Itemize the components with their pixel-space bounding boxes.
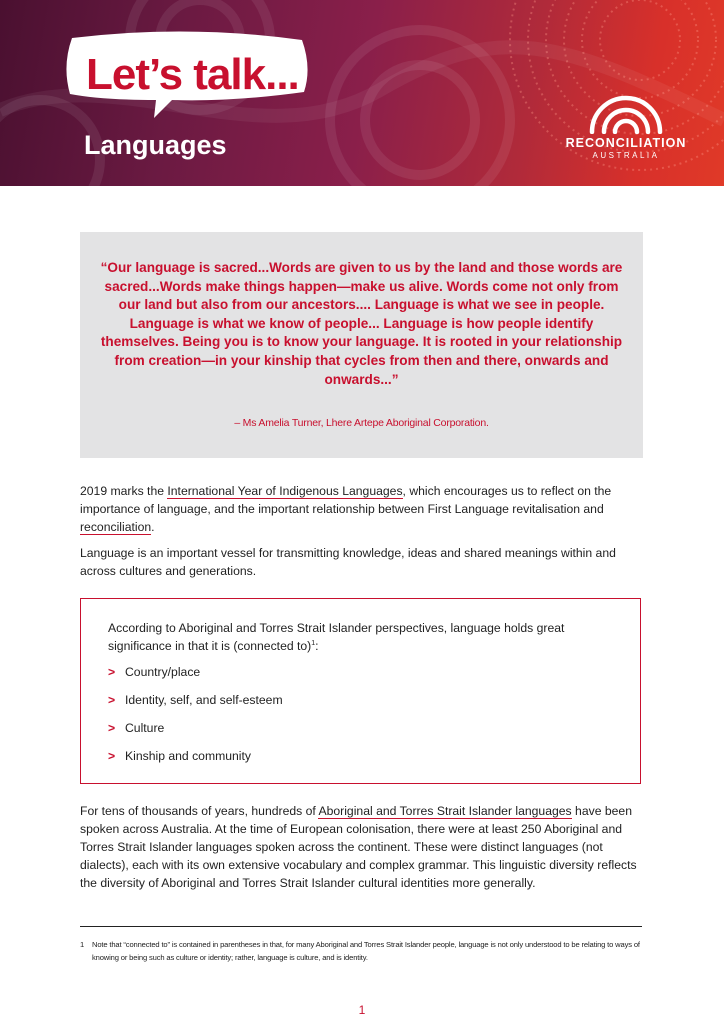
link-aboriginal-and-torres-strait-islander-languages[interactable]: Aboriginal and Torres Strait Islander languages: [318, 804, 572, 818]
intro-text-start: 2019 marks the: [80, 484, 168, 498]
logo-subtitle: AUSTRALIA: [592, 151, 660, 160]
quote-text: “Our language is sacred...Words are given to us by the land and those words are sacred...Words make things happen—make us alive. Words come not only from our land but also from our ancestors.... Language is what we see in people. Language is what we know of people... Language is how people identify themselves. Being you is to know your language. It is rooted in your relationship from creation—in your kinship that cycles from then and there, onwards and onwards...”: [100, 260, 623, 387]
intro-text-middle: , which encourages us to reflect on the importance of language, and the important relationship between First Language revitalisation and: [80, 484, 612, 516]
quote-attribution: – Ms Amelia Turner, Lhere Artepe Aboriginal Corporation.: [234, 417, 489, 429]
list-item-label: Country/place: [125, 665, 201, 679]
quote-box: [80, 232, 643, 458]
callout-intro: [108, 619, 618, 655]
chevron-right-icon: >: [108, 749, 116, 763]
list-item: [108, 691, 283, 719]
callout-intro-text: According to Aboriginal and Torres Strait Islander perspectives, language holds great significance in that it is (connected to): [108, 621, 565, 653]
intro-paragraph: [80, 482, 650, 536]
intro-text-end: .: [151, 520, 155, 534]
link-international-year-of-indigenous-languages[interactable]: International Year of Indigenous Languages: [167, 484, 403, 498]
list-item-label: Identity, self, and self-esteem: [125, 693, 283, 707]
footnote: [80, 938, 650, 964]
perspectives-callout-box: [80, 598, 641, 784]
list-item-label: Culture: [125, 721, 165, 735]
reconciliation-australia-logo: [556, 92, 696, 160]
list-item-label: Kinship and community: [125, 749, 251, 763]
languages-history-paragraph: [80, 802, 650, 892]
footnote-text: Note that “connected to” is contained in parentheses in that, for many Aboriginal and Torres Strait Islander people, language is not only understood to be relating to ways of knowing or being such as culture or identity; rather, language is culture, and is identity.: [92, 940, 640, 962]
language-vessel-paragraph: Language is an important vessel for transmitting knowledge, ideas and shared meanings within and across cultures and generations.: [80, 546, 616, 578]
chevron-right-icon: >: [108, 693, 116, 707]
banner-bottom-edge: [0, 186, 724, 200]
chevron-right-icon: >: [108, 721, 116, 735]
page-subtitle: Languages: [84, 130, 227, 160]
page-number: 1: [358, 1003, 366, 1017]
history-text-start: For tens of thousands of years, hundreds of: [80, 804, 319, 818]
link-reconciliation[interactable]: reconciliation: [80, 520, 152, 534]
list-item: [108, 719, 283, 747]
chevron-right-icon: >: [108, 665, 116, 679]
logo-name: RECONCILIATION: [565, 136, 687, 150]
footnote-reference: 1: [311, 639, 316, 647]
footnote-number: 1: [80, 940, 85, 949]
history-text-end: have been spoken across Australia. At the time of European colonisation, there were at least 250 Aboriginal and Torres Strait Islander languages spoken across the continent. These were distinct languages (not dialects), each with its own extensive vocabulary and complex grammar. This linguistic diversity reflects the diversity of Aboriginal and Torres Strait Islander cultural identities more generally.: [80, 804, 637, 890]
list-item: [108, 663, 283, 691]
arcs-logo-icon: [584, 92, 668, 134]
callout-intro-colon: :: [315, 639, 319, 653]
header-banner: [0, 0, 724, 200]
page-headline: Let’s talk...: [86, 50, 299, 99]
connections-list: [108, 663, 283, 775]
list-item: [108, 747, 283, 775]
footnote-divider: [80, 926, 642, 927]
